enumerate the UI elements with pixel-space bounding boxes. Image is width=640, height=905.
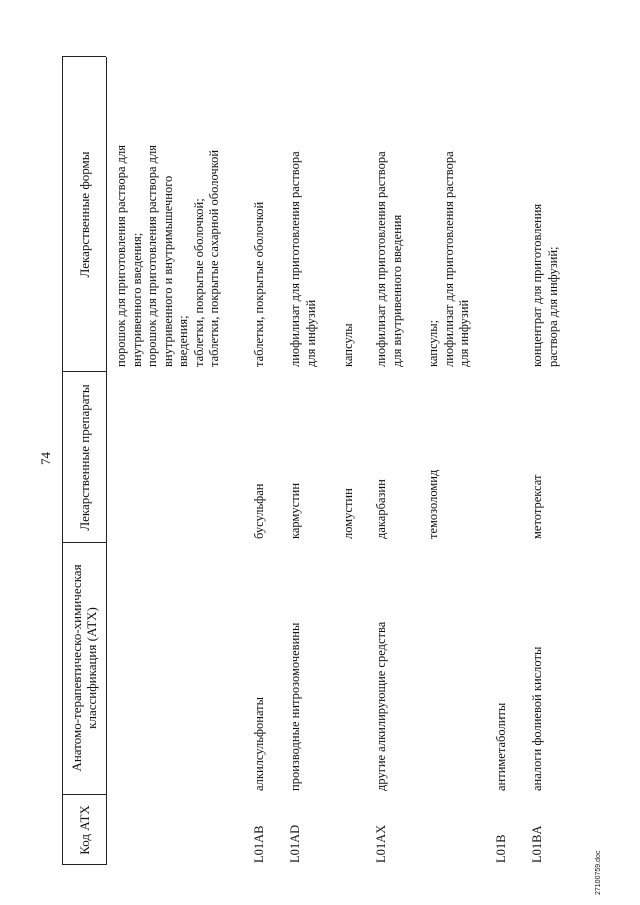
forms-line: капсулы; (426, 319, 440, 367)
atc-code: L01BA (530, 825, 544, 863)
atc-classification: антиметаболиты (494, 702, 508, 791)
forms-line: порошок для приготовления раствора для (145, 145, 159, 367)
forms-line: для инфузий (457, 299, 471, 367)
atc-code: L01B (494, 834, 508, 863)
drug-name: темозоломид (426, 469, 440, 539)
forms-cell (252, 57, 268, 367)
forms-line: введения; (176, 315, 190, 367)
forms-cell (374, 57, 405, 367)
forms-cell (114, 57, 223, 367)
forms-line: для инфузий (303, 299, 318, 367)
forms-line: таблетки, покрытые сахарной оболочкой (207, 149, 221, 367)
forms-line: для внутривенного введения (389, 214, 404, 367)
forms-line: лиофилизат для приготовления раствора (441, 151, 456, 367)
page-number: 74 (38, 452, 53, 465)
forms-cell (426, 57, 473, 367)
atc-classification: алкилсульфонаты (252, 696, 266, 791)
header-classification: Анатомо-терапевтическо-химическая классификация (АТХ) (69, 564, 99, 772)
forms-line: раствора для инфузий; (545, 246, 560, 367)
forms-line: порошок для приготовления раствора для (114, 145, 128, 367)
forms-line: внутривенного введения; (129, 232, 144, 367)
forms-line: таблетки, покрытые оболочкой; (191, 198, 206, 367)
forms-cell (530, 57, 561, 367)
atc-classification: другие алкилирующие средства (374, 621, 388, 791)
forms-cell (288, 57, 319, 367)
drug-name: дакарбазин (374, 479, 388, 539)
document-id: 27100759.doc (595, 850, 602, 895)
forms-line: лиофилизат для приготовления раствора (288, 151, 302, 367)
forms-line: концентрат для приготовления (530, 203, 544, 367)
drug-name: метотрексат (530, 474, 544, 539)
atc-code: L01AX (374, 824, 388, 863)
forms-line: таблетки, покрытые оболочкой (252, 201, 266, 367)
atc-code: L01AD (288, 824, 302, 863)
atc-classification: аналоги фолиевой кислоты (530, 646, 544, 791)
header-forms: Лекарственные формы (76, 151, 92, 278)
header-bottom-border (106, 57, 107, 865)
forms-cell (341, 57, 357, 367)
header-drugs: Лекарственные препараты (76, 384, 92, 531)
drug-name: бусульфан (252, 483, 266, 539)
drug-name: ломустин (341, 488, 355, 539)
drug-name: кармустин (288, 482, 302, 539)
forms-line: внутривенного и внутримышечного (160, 175, 175, 367)
atc-code: L01AB (252, 825, 266, 863)
forms-line: капсулы (341, 323, 355, 367)
atc-classification: производные нитрозомочевины (288, 622, 302, 791)
header-code: Код АТХ (76, 805, 92, 855)
forms-line: лиофилизат для приготовления раствора (374, 151, 388, 367)
